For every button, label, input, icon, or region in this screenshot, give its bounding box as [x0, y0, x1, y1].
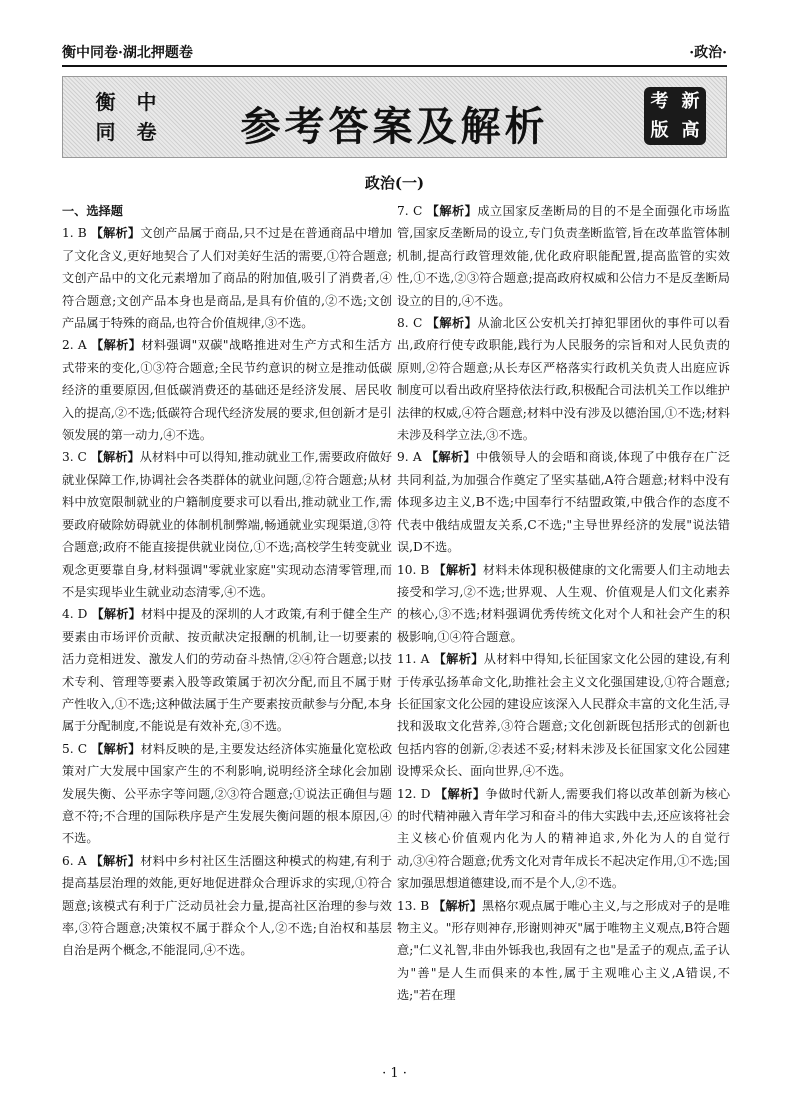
logo-left-char: 中 [136, 90, 157, 114]
answer-number: 5. C [62, 741, 88, 756]
logo-left-char: 卷 [136, 120, 157, 144]
logo-right-char: 版 [650, 120, 669, 141]
answer-item [397, 559, 730, 649]
logo-right [644, 87, 706, 145]
logo-right-char: 考 [650, 91, 669, 112]
answer-number: 11. A [397, 652, 430, 667]
answer-text: 成立国家反垄断局的目的不是全面强化市场监管,国家反垄断局的设立,专门负责垄断监管,旨在改革监管体制机制,提高行政管理效能,优化政府职能配置,提高监管的实效性,①不选,②③符合题意;提高政府权威和公信力不是反垄断局设立的目的,④不选。 [397, 204, 731, 308]
analysis-tag: 【解析】 [426, 316, 478, 331]
logo-right-char: 新 [681, 91, 700, 112]
answer-text: 材料未体现积极健康的文化需要人们主动地去接受和学习,②不选;世界观、人生观、价值观是人们文化素养的核心,③不选;材料强调优秀传统文化对个人和社会产生的积极影响,①④符合题意。 [397, 562, 731, 644]
analysis-tag: 【解析】 [434, 786, 486, 801]
answer-item [62, 222, 392, 334]
part-heading: 一、选择题 [62, 204, 123, 218]
analysis-tag: 【解析】 [90, 853, 141, 868]
answer-text: 从材料中可以得知,推动就业工作,需要政府做好就业保障工作,协调社会各类群体的就业问题,②符合题意;从材料中放宽限制就业的户籍制度要求可以看出,推动就业工作,需要政府破除妨碍就业的体制机制弊端,畅通就业实现渠道,③符合题意;政府不能直接提供就业岗位,①不选;高校学生转变就业观念更要靠自身,材料强调"零就业家庭"实现动态清零管理,而不是实现毕业生就业动态清零,④不选。 [62, 450, 393, 599]
analysis-tag: 【解析】 [90, 338, 142, 353]
answer-item [397, 446, 730, 558]
left-answer-list [62, 222, 392, 961]
answer-number: 6. A [62, 853, 87, 868]
logo-left-char: 衡 [95, 90, 116, 114]
answer-number: 4. D [62, 607, 88, 622]
answer-item [397, 648, 730, 782]
answer-number: 7. C [397, 204, 423, 218]
answer-item [397, 312, 730, 446]
analysis-tag: 【解析】 [433, 652, 484, 667]
section-title: 政治(一) [364, 174, 425, 192]
answer-item [62, 446, 392, 603]
answer-number: 10. B [397, 562, 430, 577]
logo-right-char: 高 [681, 120, 700, 141]
page-header [62, 40, 727, 67]
answer-item [62, 334, 392, 446]
answer-number: 8. C [397, 316, 423, 331]
answer-item [397, 895, 730, 1007]
analysis-tag: 【解析】 [425, 450, 476, 465]
analysis-tag: 【解析】 [90, 226, 141, 241]
analysis-tag: 【解析】 [433, 898, 482, 913]
answer-item [62, 850, 392, 962]
answer-item [62, 603, 392, 737]
answer-number: 1. B [62, 226, 87, 241]
analysis-tag: 【解析】 [91, 741, 141, 756]
answer-text: 材料中乡村社区生活圈这种模式的构建,有利于提高基层治理的效能,更好地促进群众合理诉求的实现,①符合题意;该模式有利于广泛动员社会力量,提高社区治理的参与效率,③符合题意;决策权不属于群众个人,②不选;自治权和基层自治是两个概念,不能混同,④不选。 [62, 853, 393, 958]
answer-text: 争做时代新人,需要我们将以改革创新为核心的时代精神融入青年学习和奋斗的伟大实践中去,还应该将社会主义核心价值观内化为人的精神追求,外化为人的自觉行动,③④符合题意;优秀文化对青年成长不起决定作用,①不选;国家加强思想道德建设,而不是个人,②不选。 [397, 786, 731, 891]
answer-number: 9. A [397, 450, 422, 465]
answer-text: 材料中提及的深圳的人才政策,有利于健全生产要素由市场评价贡献、按贡献决定报酬的机制,让一切要素的活力竞相迸发、激发人们的劳动奋斗热情,②④符合题意;以技术专利、管理等要素入股等政策属于初次分配,而且不属于财产性收入,①不选;这种做法属于生产要素按贡献参与分配,本身属于分配制度,不能说是有效补充,③不选。 [62, 607, 392, 734]
banner-title: 参考答案及解析 [240, 104, 549, 150]
analysis-tag: 【解析】 [90, 450, 140, 465]
right-answer-list [397, 200, 730, 1007]
title-banner [62, 76, 727, 158]
analysis-tag: 【解析】 [433, 562, 483, 577]
header-left: 衡中同卷·湖北押题卷 [62, 45, 193, 61]
answer-number: 3. C [62, 450, 87, 465]
right-column [397, 200, 730, 1007]
answer-text: 材料反映的是,主要发达经济体实施量化宽松政策对广大发展中国家产生的不利影响,说明经济全球化会加剧发展失衡、公平赤字等问题,②③符合题意;①说法正确但与题意不符;不合理的国际秩序是产生发展失衡问题的根本原因,④不选。 [62, 741, 393, 846]
left-column [62, 200, 392, 962]
analysis-tag: 【解析】 [91, 607, 141, 622]
answer-item [397, 200, 730, 312]
answer-item [62, 738, 392, 850]
answer-text: 材料强调"双碳"战略推进对生产方式和生活方式带来的变化,①③符合题意;全民节约意识的树立是推动低碳经济的重要原因,但低碳消费还的基础还是经济发展、居民收入的提高,②不选;低碳符合现代经济发展的要求,但创新才是引领发展的第一动力,④不选。 [62, 338, 393, 443]
page-number: · 1 · [382, 1066, 407, 1081]
answer-text: 文创产品属于商品,只不过是在普通商品中增加了文化含义,更好地契合了人们对美好生活的需要,①符合题意;文创产品中的文化元素增加了商品的附加值,吸引了消费者,④符合题意;文创产品本身也是商品,是具有价值的,②不选;文创产品属于特殊的商品,也符合价值规律,③不选。 [62, 226, 392, 331]
answer-number: 12. D [397, 786, 431, 801]
answer-text: 从渝北区公安机关打掉犯罪团伙的事件可以看出,政府行使专政职能,践行为人民服务的宗旨和对人民负责的原则,②符合题意;从长寿区严格落实行政机关负责人出庭应诉制度可以看出政府坚持依法行政,积极配合司法机关工作以维护法律的权威,④符合题意;材料中没有涉及以德治国,①不选;材料未涉及科学立法,③不选。 [397, 316, 731, 443]
analysis-tag: 【解析】 [426, 204, 478, 218]
header-right: ·政治· [689, 45, 727, 61]
answer-text: 从材料中得知,长征国家文化公园的建设,有利于传承弘扬革命文化,助推社会主义文化强国建设,①符合题意;长征国家文化公园的建设应该深入人民群众丰富的文化生活,寻找和汲取文化营养,③符合题意;文化创新既包括形式的创新也包括内容的创新,②表述不妥;材料未涉及长征国家文化公园建设博采众长、面向世界,④不选。 [397, 652, 731, 779]
answer-number: 13. B [397, 898, 430, 913]
answer-item [397, 783, 730, 895]
answer-text: 黑格尔观点属于唯心主义,与之形成对子的是唯物主义。"形存则神存,形谢则神灭"属于唯物主义观点,B符合题意;"仁义礼智,非由外铄我也,我固有之也"是孟子的观点,孟子认为"善"是人生而俱来的本性,属于主观唯心主义,A错误,不选;"若在理 [397, 898, 731, 1003]
logo-left-char: 同 [95, 120, 116, 144]
answer-number: 2. A [62, 338, 87, 353]
answer-text: 中俄领导人的会晤和商谈,体现了中俄存在广泛共同利益,为加强合作奠定了坚实基础,A符合题意;材料中没有体现多边主义,B不选;中国奉行不结盟政策,中俄合作的态度不代表中俄结成盟友关系,C不选;"主导世界经济的发展"说法错误,D不选。 [397, 450, 731, 555]
